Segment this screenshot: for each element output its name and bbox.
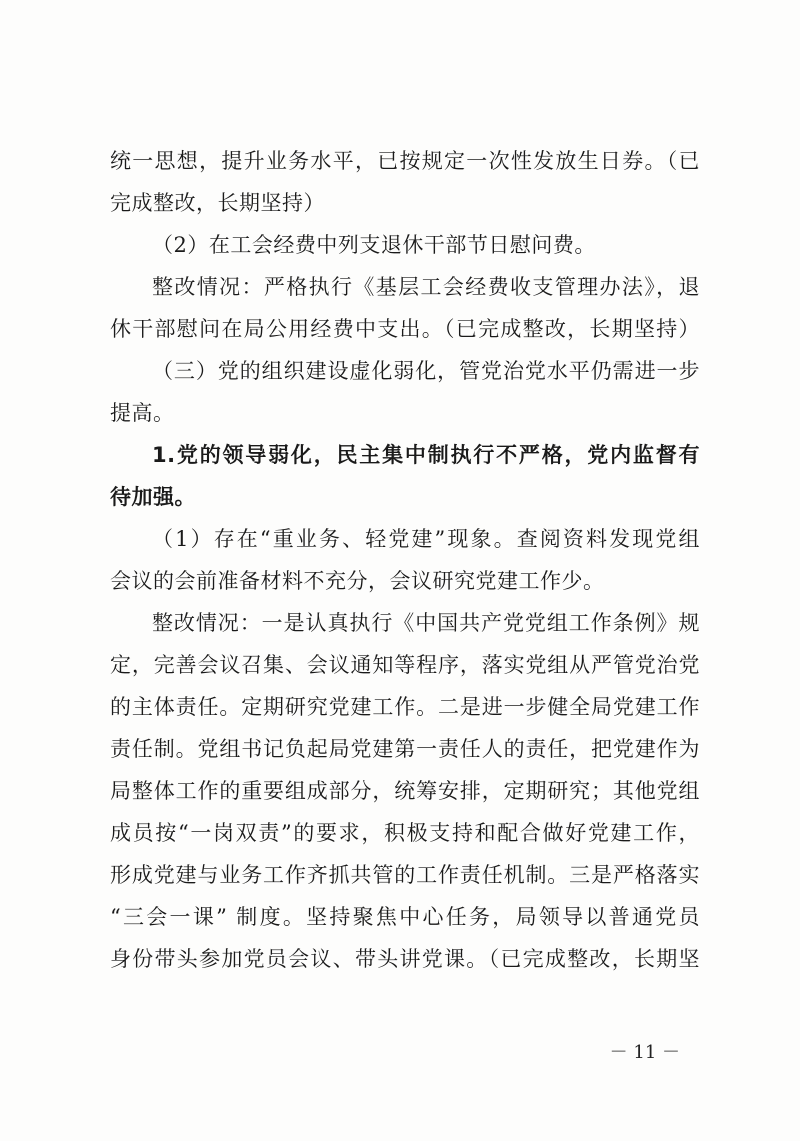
section-heading-line: （三）党的组织建设虚化弱化，管党治党水平仍需进一步: [152, 359, 700, 383]
paragraph-line: 休干部慰问在局公用经费中支出。（已完成整改，长期坚持）: [110, 317, 700, 341]
subsection-heading-line: 待加强。: [110, 485, 196, 509]
paragraph-line: 完成整改，长期坚持）: [110, 191, 325, 215]
document-body: [110, 140, 700, 980]
paragraph-line: （1）存在“重业务、轻党建”现象。查阅资料发现党组: [152, 527, 700, 551]
paragraph-line: 责任制。党组书记负起局党建第一责任人的责任，把党建作为: [110, 737, 700, 761]
paragraph-line: 统一思想，提升业务水平，已按规定一次性发放生日券。（已: [110, 149, 700, 173]
page-number: － 11 －: [609, 1042, 680, 1063]
paragraph-line: “三会一课” 制度。坚持聚焦中心任务，局领导以普通党员: [110, 905, 700, 929]
section-heading-line: 提高。: [110, 401, 175, 425]
paragraph-line: 整改情况：严格执行《基层工会经费收支管理办法》，退: [152, 275, 700, 299]
paragraph-line: 定，完善会议召集、会议通知等程序，落实党组从严管党治党: [110, 653, 700, 677]
paragraph-line: 整改情况：一是认真执行《中国共产党党组工作条例》规: [152, 611, 700, 635]
paragraph-line: （2）在工会经费中列支退休干部节日慰问费。: [152, 233, 596, 257]
paragraph-line: 局整体工作的重要组成部分，统筹安排，定期研究；其他党组: [110, 779, 700, 803]
paragraph-line: 身份带头参加党员会议、带头讲党课。（已完成整改，长期坚: [110, 947, 700, 971]
paragraph-line: 形成党建与业务工作齐抓共管的工作责任机制。三是严格落实: [110, 863, 700, 887]
paragraph-line: 成员按“一岗双责”的要求，积极支持和配合做好党建工作，: [110, 821, 700, 845]
paragraph-line: 的主体责任。定期研究党建工作。二是进一步健全局党建工作: [110, 695, 700, 719]
subsection-heading-line: 1.党的领导弱化，民主集中制执行不严格，党内监督有: [152, 443, 700, 467]
paragraph-line: 会议的会前准备材料不充分，会议研究党建工作少。: [110, 569, 605, 593]
